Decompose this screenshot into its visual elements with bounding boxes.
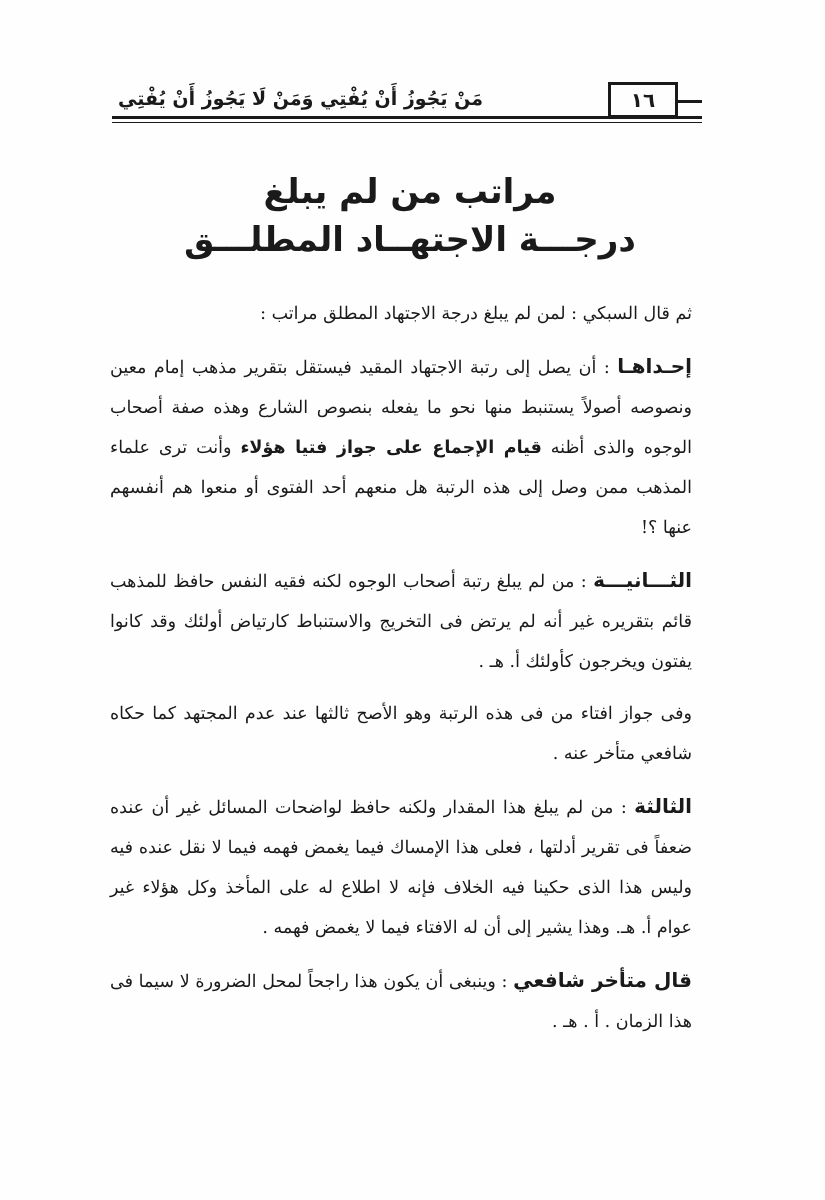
header-rule-stub (674, 100, 702, 103)
first-rank-paragraph (110, 346, 692, 548)
closing-heading: قال متأخر شافعي (513, 968, 692, 992)
body-text (110, 294, 692, 1042)
second-rank-paragraph (110, 560, 692, 682)
first-rank-text-b: وأنت ترى علماء المذهب ممن وصل إلى هذه الرتبة هل منعهم أحد الفتوى أو منعوا هم أنفسهم عنها ؟! (110, 438, 692, 538)
running-header (112, 80, 702, 124)
running-header-title: مَنْ يَجُوزُ أَنْ يُفْتِي وَمَنْ لَا يَجُوزُ أَنْ يُفْتِي (118, 88, 483, 110)
first-rank-emphasis: قيام الإجماع على جواز فتيا هؤلاء (240, 438, 542, 458)
third-rank-heading: الثالثة (634, 794, 692, 818)
third-rank-paragraph (110, 786, 692, 948)
third-rank-text: : من لم يبلغ هذا المقدار ولكنه حافظ لواضحات المسائل غير أن عنده ضعفاً فى تقرير أدلتها ، فعلى هذا الإمساك فيما يغمض فهمه فيما لا نقل عنده فيه وليس هذا الذى حكينا فيه الخلاف فإنه لا اطلاع له على المأخذ وكل هؤلاء غير عوام أ. هـ. وهذا يشير إلى أن له الافتاء فيما لا يغمض فهمه . (110, 798, 692, 938)
closing-paragraph (110, 960, 692, 1042)
second-rank-heading: الثـــانيـــة (593, 568, 692, 592)
chapter-title-line-2: درجـــة الاجتهــاد المطلـــق (184, 220, 636, 260)
chapter-title (150, 168, 670, 264)
first-rank-heading: إحـداهـا (617, 354, 692, 378)
closing-text: : وينبغى أن يكون هذا راجحاً لمحل الضرورة لا سيما فى هذا الزمان . أ . هـ . (110, 972, 692, 1032)
intro-paragraph: ثم قال السبكي : لمن لم يبلغ درجة الاجتهاد المطلق مراتب : (260, 304, 692, 324)
header-rule-thin (112, 122, 702, 123)
first-rank-text-a: : أن يصل إلى رتبة الاجتهاد المقيد فيستقل بتقرير مذهب إمام معين ونصوصه أصولاً يستنبط منها نحو ما يفعله بنصوص الشارع وهذه صفة أصحاب الوجوه والذى أظنه (110, 358, 692, 458)
chapter-title-line-1: مراتب من لم يبلغ (263, 172, 557, 212)
second-rank-text: : من لم يبلغ رتبة أصحاب الوجوه لكنه فقيه النفس حافظ للمذهب قائم بتقريره غير أنه لم يرتض فى التخريج والاستنباط كارتياض أولئك وقد كانوا يفتون ويخرجون كأولئك أ. هـ . (110, 572, 692, 672)
ruling-paragraph: وفى جواز افتاء من فى هذه الرتبة وهو الأصح ثالثها عند عدم المجتهد كما حكاه شافعي متأخر عنه . (110, 704, 692, 764)
page-number: ١٦ (608, 82, 678, 118)
